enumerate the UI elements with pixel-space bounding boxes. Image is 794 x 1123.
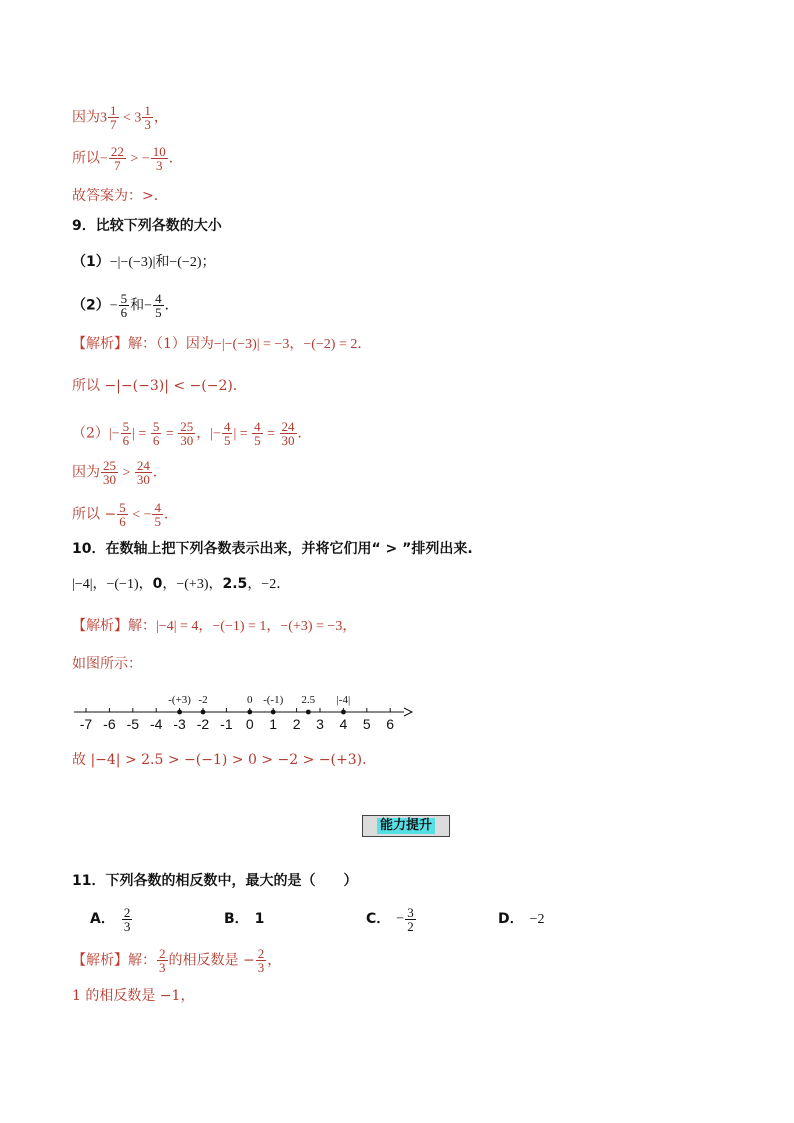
point-label: 2.5 bbox=[301, 694, 316, 706]
point-dot bbox=[271, 710, 276, 715]
tick-label: 1 bbox=[269, 716, 278, 732]
question-9-analysis-4: 因为 $\frac{25}{30}$ > $\frac{24}{30}$ ． bbox=[72, 458, 167, 487]
point-label: -(-1) bbox=[263, 694, 284, 706]
fraction: $\frac{4}{5}$ bbox=[154, 500, 161, 529]
point-dot bbox=[341, 710, 346, 715]
question-11-title: 11．下列各数的相反数中，最大的是（ ） bbox=[72, 873, 358, 889]
fraction: $\frac{5}{6}$ bbox=[119, 500, 126, 529]
option-b: B． 1 bbox=[224, 911, 265, 927]
axis-arrow bbox=[404, 708, 412, 716]
math-int: 3 bbox=[100, 110, 107, 126]
figure-caption: 如图所示： bbox=[72, 656, 142, 672]
point-label: -2 bbox=[198, 694, 208, 706]
fraction: $\frac{24}{30}$ bbox=[281, 419, 295, 448]
solution-line-because: 因为3 $\frac{1}{7}$ < 3 $\frac{1}{3}$ ， bbox=[72, 103, 168, 132]
tick-label: 5 bbox=[362, 716, 371, 732]
question-10-analysis: 【解析】解：|−4| = 4，−(−1) = 1，−(+3) = −3， bbox=[72, 618, 357, 634]
fraction: $\frac{3}{2}$ bbox=[407, 905, 414, 934]
tick-label: 0 bbox=[245, 716, 254, 732]
question-10-conclusion: 故 |−4| > 2.5 > −(−1) > 0 > −2 > −(+3)． bbox=[72, 752, 377, 768]
tick-label: -7 bbox=[79, 716, 93, 732]
option-a: A． $\frac{2}{3}$ bbox=[90, 905, 131, 934]
fraction: $\frac{5}{6}$ bbox=[122, 419, 130, 448]
question-9-analysis-3: （2）|− $\frac{5}{6}$ | = $\frac{5}{6}$ = $\frac{25}{30}$ ，|− $\frac{4}{5}$ | = $\frac{4}{5}$ = $\frac{24}{30}$ ． bbox=[72, 419, 312, 448]
fraction: $\frac{25}{30}$ bbox=[180, 419, 194, 448]
point-label: 0 bbox=[247, 694, 253, 706]
fraction: $\frac{2}{3}$ bbox=[123, 905, 131, 934]
fraction: $\frac{2}{3}$ bbox=[257, 946, 265, 975]
fraction: $\frac{1}{7}$ bbox=[110, 103, 117, 132]
option-c: C． − $\frac{3}{2}$ bbox=[366, 905, 414, 934]
point-dot bbox=[247, 710, 252, 715]
question-11-analysis-2: 1 的相反数是 −1， bbox=[72, 988, 195, 1004]
answer-line: 故答案为：>． bbox=[72, 188, 168, 204]
tick-label: -3 bbox=[173, 716, 186, 732]
fraction: $\frac{5}{6}$ bbox=[120, 291, 128, 320]
fraction: $\frac{4}{5}$ bbox=[254, 419, 261, 448]
number-line bbox=[0, 690, 794, 740]
analysis-tag: 【解析】 bbox=[72, 336, 128, 352]
question-9-analysis-1: 【解析】解：（1）因为−|−(−3)| = −3，−(−2) = 2． bbox=[72, 336, 372, 352]
tick-label: 6 bbox=[386, 716, 395, 732]
math-op: < 3 bbox=[119, 110, 142, 126]
question-11-analysis-1: 【解析】解： $\frac{2}{3}$ 的相反数是 − $\frac{2}{3}$ ， bbox=[72, 946, 282, 975]
fraction: $\frac{25}{30}$ bbox=[103, 458, 116, 487]
analysis-tag: 【解析】 bbox=[72, 618, 128, 634]
question-10-list: |−4|，−(−1)，0，−(+3)，2.5，−2． bbox=[72, 576, 291, 592]
tick-label: -6 bbox=[103, 716, 116, 732]
fraction: $\frac{4}{5}$ bbox=[155, 291, 162, 320]
question-9-analysis-5: 所以 − $\frac{5}{6}$ < − $\frac{4}{5}$ ． bbox=[72, 500, 178, 529]
option-d: D． −2 bbox=[498, 911, 545, 927]
fraction: $\frac{10}{3}$ bbox=[152, 144, 166, 173]
question-10-title: 10．在数轴上把下列各数表示出来，并将它们用“ > ”排列出来. bbox=[72, 541, 473, 557]
tick-label: -4 bbox=[149, 716, 163, 732]
point-label: -(+3) bbox=[168, 694, 191, 706]
tick-label: -5 bbox=[126, 716, 140, 732]
text-because: 因为 bbox=[72, 109, 100, 126]
point-label: |-4| bbox=[336, 694, 351, 706]
solution-line-therefore: 所以− $\frac{22}{7}$ > − $\frac{10}{3}$ ． bbox=[72, 144, 183, 173]
fraction: $\frac{5}{6}$ bbox=[152, 419, 160, 448]
tick-label: 4 bbox=[339, 716, 348, 732]
question-9-title: 9．比较下列各数的大小 bbox=[72, 218, 222, 234]
section-badge-label: 能力提升 bbox=[377, 818, 435, 834]
point-dot bbox=[306, 710, 311, 715]
question-9-analysis-2: 所以 −|−(−3)| < −(−2)． bbox=[72, 378, 247, 394]
question-9-part-2: （2）− $\frac{5}{6}$ 和− $\frac{4}{5}$ ． bbox=[72, 291, 179, 320]
question-9-part-1: （1）−|−(−3)|和−(−2)； bbox=[72, 254, 216, 270]
point-dot bbox=[177, 710, 182, 715]
fraction: $\frac{4}{5}$ bbox=[223, 419, 231, 448]
tick-label: -1 bbox=[220, 716, 233, 732]
fraction: $\frac{24}{30}$ bbox=[136, 458, 150, 487]
fraction: $\frac{1}{3}$ bbox=[144, 103, 151, 132]
fraction: $\frac{2}{3}$ bbox=[159, 946, 166, 975]
fraction: $\frac{22}{7}$ bbox=[110, 144, 124, 173]
tick-label: 3 bbox=[316, 716, 324, 732]
point-dot bbox=[201, 710, 206, 715]
tick-label: -2 bbox=[196, 716, 210, 732]
tick-label: 2 bbox=[292, 716, 301, 732]
analysis-tag: 【解析】 bbox=[72, 952, 128, 969]
section-badge bbox=[362, 815, 450, 837]
